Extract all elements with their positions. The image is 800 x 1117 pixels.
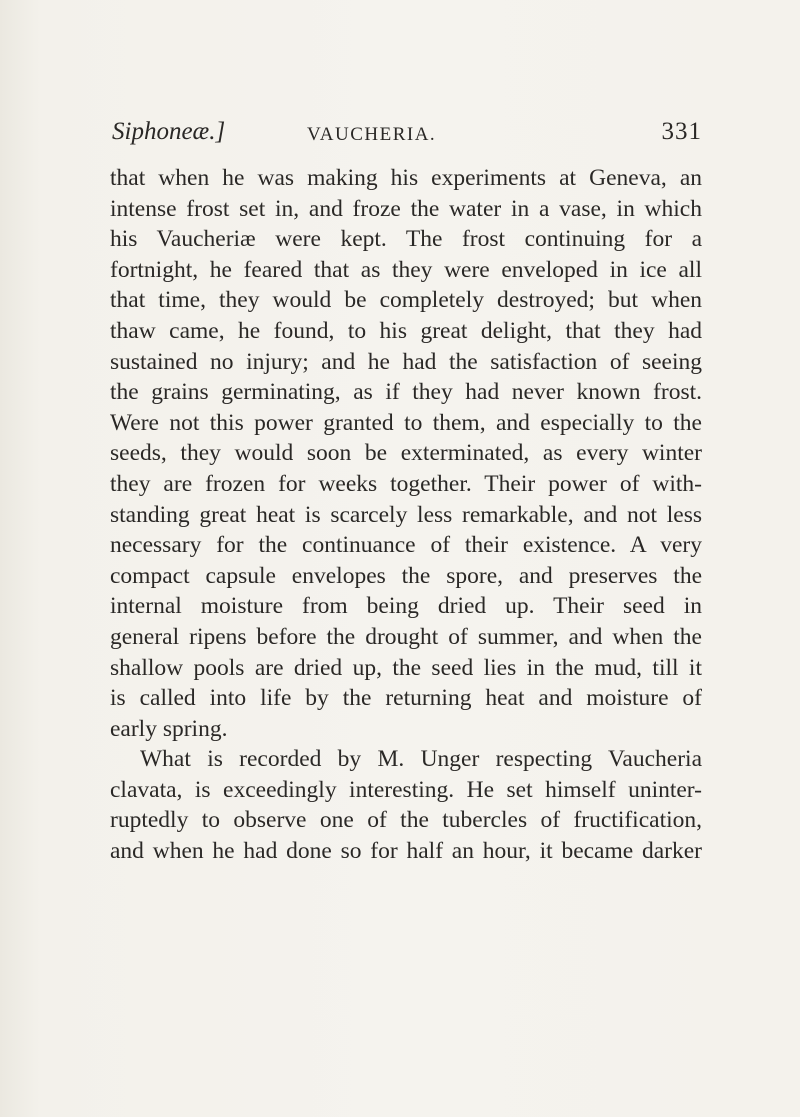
text-line: sustained no injury; and he had the satisfaction of seeing [110,348,702,375]
text-line: general ripens before the drought of summer, and when the [110,623,702,650]
page-title: VAUCHERIA. [307,124,437,145]
text-line: clavata, is exceedingly interesting. He set himself uninter- [110,776,702,803]
text-line: is called into life by the returning heat and moisture of [110,685,702,712]
text-line: intense frost set in, and froze the water in a vase, in which [110,195,702,222]
body-text [110,163,702,867]
paragraph-end-line: early spring. [110,715,228,742]
text-line: fortnight, he feared that as they were enveloped in ice all [110,256,702,283]
running-header [112,116,702,156]
text-line: shallow pools are dried up, the seed lies in the mud, till it [110,654,702,681]
text-line: the grains germinating, as if they had never known frost. [110,379,702,406]
text-line: Were not this power granted to them, and especially to the [110,409,702,436]
text-line: his Vaucheriæ were kept. The frost continuing for a [110,226,702,253]
text-line: they are frozen for weeks together. Their power of with- [110,470,702,497]
text-line: and when he had done so for half an hour, it became darker [110,838,702,865]
text-line: seeds, they would soon be exterminated, as every winter [110,440,702,467]
text-line: ruptedly to observe one of the tubercles of fructification, [110,807,702,834]
section-title: Siphoneæ.] [112,118,226,145]
text-line: standing great heat is scarcely less remarkable, and not less [110,501,702,528]
page-number: 331 [661,118,702,145]
text-line: internal moisture from being dried up. Their seed in [110,593,702,620]
text-line: compact capsule envelopes the spore, and preserves the [110,562,702,589]
text-line: that when he was making his experiments at Geneva, an [110,165,702,191]
text-line: necessary for the continuance of their existence. A very [110,532,702,559]
text-line: that time, they would be completely destroyed; but when [110,287,702,314]
text-line: thaw came, he found, to his great delight, that they had [110,317,702,344]
paragraph-start-line: What is recorded by M. Unger respecting Vaucheria [140,746,702,773]
